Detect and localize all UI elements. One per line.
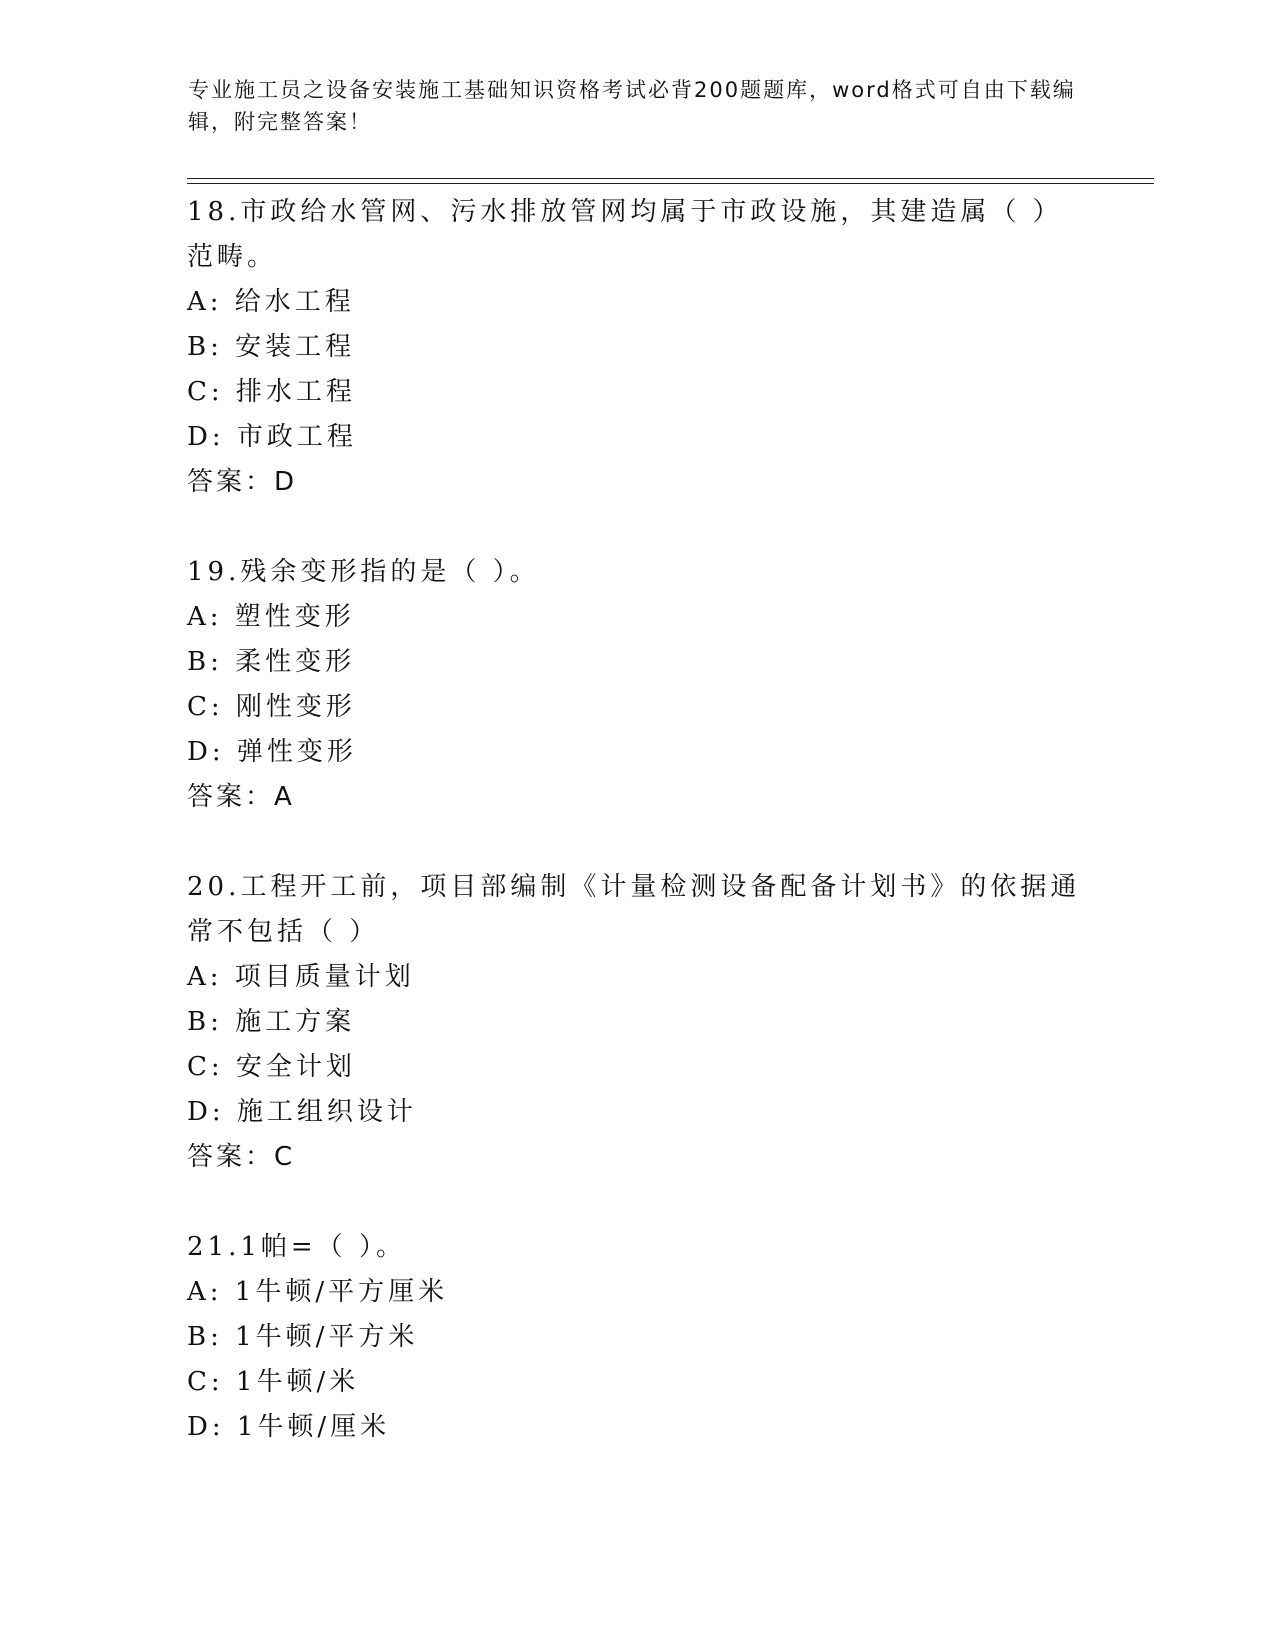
option-b: B: 柔性变形 [187,647,356,677]
option-a: A: 塑性变形 [187,602,355,632]
option-b: B: 安装工程 [187,332,356,362]
option-d: D: 弹性变形 [187,737,357,767]
option-b: B: 施工方案 [187,1007,356,1037]
question-19 [187,550,1087,820]
option-c: C: 刚性变形 [187,692,356,722]
question-list [187,190,1087,1495]
option-a: A: 给水工程 [187,287,355,317]
question-21 [187,1225,1087,1450]
option-b: B: 1牛顿/平方米 [187,1322,419,1352]
option-d: D: 市政工程 [187,422,357,452]
answer-line: 答案：C [187,1142,296,1172]
question-20 [187,865,1087,1180]
option-c: C: 排水工程 [187,377,356,407]
question-text: 18.市政给水管网、污水排放管网均属于市政设施，其建造属（ ）范畴。 [187,197,1063,272]
option-a: A: 1牛顿/平方厘米 [187,1277,449,1307]
answer-line: 答案：A [187,782,295,812]
option-d: D: 1牛顿/厘米 [187,1412,391,1442]
question-18 [187,190,1087,505]
answer-line: 答案：D [187,467,298,497]
option-d: D: 施工组织设计 [187,1097,417,1127]
question-text: 21.1帕=（ ）。 [187,1232,406,1262]
question-text: 20.工程开工前，项目部编制《计量检测设备配备计划书》的依据通常不包括（ ） [187,872,1081,947]
document-intro: 专业施工员之设备安装施工基础知识资格考试必背200题题库，word格式可自由下载编辑，附完整答案！ [188,78,1076,134]
option-c: C: 1牛顿/米 [187,1367,360,1397]
option-c: C: 安全计划 [187,1052,356,1082]
question-text: 19.残余变形指的是（ ）。 [187,557,540,587]
option-a: A: 项目质量计划 [187,962,415,992]
header-divider-top [187,178,1154,179]
header-divider-bottom [187,183,1154,184]
